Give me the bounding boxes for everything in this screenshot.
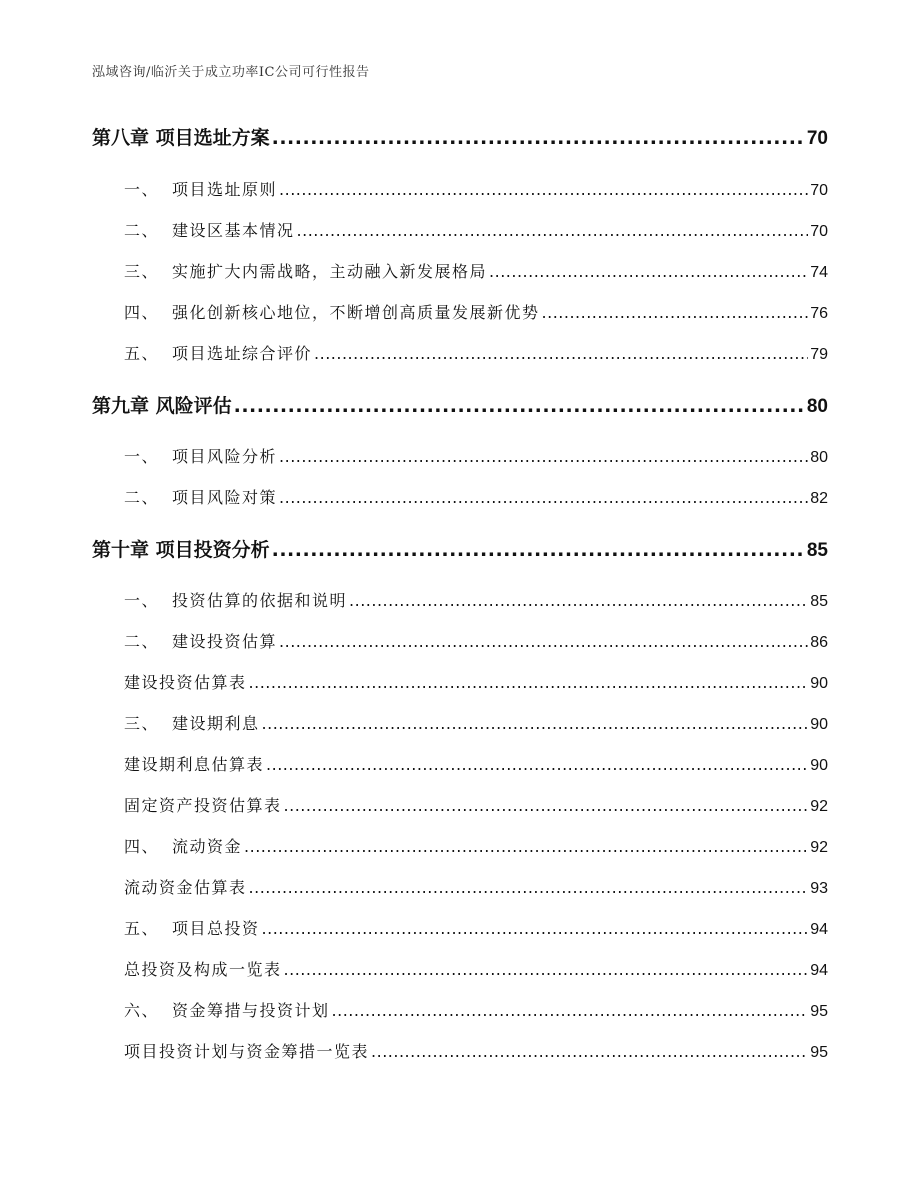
- toc-section-title: 投资估算的依据和说明: [172, 591, 348, 610]
- toc-page-number: 80: [806, 396, 828, 417]
- toc-page-number: 85: [810, 593, 828, 610]
- toc-page-number: 92: [810, 839, 828, 856]
- toc-label: [124, 711, 260, 734]
- toc-section-number: 三、: [124, 262, 160, 281]
- dot-leader: [279, 180, 808, 199]
- toc-section[interactable]: [124, 588, 828, 611]
- toc-section-title: 项目选址综合评价: [172, 344, 313, 363]
- dot-leader: [332, 1001, 809, 1020]
- toc-section[interactable]: [124, 834, 828, 857]
- toc-label: [124, 485, 277, 508]
- toc-section-title: 流动资金: [172, 837, 243, 856]
- toc-page-number: 70: [806, 128, 828, 149]
- toc-label: 总投资及构成一览表: [124, 960, 282, 979]
- dot-leader: [284, 796, 809, 815]
- dot-leader: [249, 878, 809, 897]
- toc-label: [124, 588, 347, 611]
- toc-section-number: 三、: [124, 714, 160, 733]
- dot-leader: [279, 632, 808, 651]
- toc-table-entry[interactable]: [124, 793, 828, 816]
- toc-table-entry[interactable]: [124, 1039, 828, 1062]
- toc-table-entry[interactable]: [124, 752, 828, 775]
- toc-page-number: 74: [810, 264, 828, 281]
- toc-table-entry[interactable]: [124, 670, 828, 693]
- toc-page-number: 86: [810, 634, 828, 651]
- toc-page-number: 92: [810, 798, 828, 815]
- toc-page-number: 95: [810, 1044, 828, 1061]
- toc-label: [124, 916, 260, 939]
- toc-page-number: 93: [810, 880, 828, 897]
- toc-section-number: 一、: [124, 447, 160, 466]
- toc-label: 项目投资计划与资金筹措一览表: [124, 1042, 370, 1061]
- toc-label: [124, 629, 277, 652]
- toc-section-title: 项目风险对策: [172, 488, 278, 507]
- toc-page-number: 82: [810, 490, 828, 507]
- dot-leader: [349, 591, 808, 610]
- toc-section-number: 五、: [124, 344, 160, 363]
- dot-leader: [284, 960, 809, 979]
- dot-leader: [262, 919, 809, 938]
- dot-leader: [279, 447, 808, 466]
- toc-table-entry[interactable]: [124, 957, 828, 980]
- toc-page-number: 76: [810, 305, 828, 322]
- toc-section-number: 一、: [124, 180, 160, 199]
- toc-section-title: 建设期利息: [172, 714, 260, 733]
- toc-chapter-9[interactable]: [92, 391, 828, 418]
- toc-section[interactable]: [124, 341, 828, 364]
- toc-page-number: 85: [806, 540, 828, 561]
- dot-leader: [371, 1042, 808, 1061]
- toc-section[interactable]: [124, 485, 828, 508]
- dot-leader: [279, 488, 808, 507]
- toc-label: [124, 300, 540, 323]
- toc-section[interactable]: [124, 177, 828, 200]
- dot-leader: [262, 714, 809, 733]
- toc-label: [124, 218, 295, 241]
- toc-label: [124, 341, 312, 364]
- dot-leader: [314, 344, 808, 363]
- toc-section-number: 一、: [124, 591, 160, 610]
- toc-label: 固定资产投资估算表: [124, 796, 282, 815]
- toc-page-number: 70: [810, 223, 828, 240]
- dot-leader: [272, 127, 805, 149]
- toc-label: 建设投资估算表: [124, 673, 247, 692]
- toc-section[interactable]: [124, 998, 828, 1021]
- toc-label: [124, 259, 487, 282]
- toc-section[interactable]: [124, 300, 828, 323]
- toc-section-number: 四、: [124, 303, 160, 322]
- toc-section-number: 五、: [124, 919, 160, 938]
- toc-section-title: 项目选址原则: [172, 180, 278, 199]
- toc-page-number: 80: [810, 449, 828, 466]
- toc-section[interactable]: [124, 218, 828, 241]
- toc-label: 建设期利息估算表: [124, 755, 265, 774]
- dot-leader: [297, 221, 809, 240]
- toc-section-title: 资金筹措与投资计划: [172, 1001, 330, 1020]
- toc-section-title: 建设区基本情况: [172, 221, 295, 240]
- toc-section[interactable]: [124, 916, 828, 939]
- toc-page-number: 90: [810, 757, 828, 774]
- toc-label: [124, 834, 242, 857]
- dot-leader: [272, 539, 805, 561]
- toc-chapter-10[interactable]: [92, 535, 828, 562]
- toc-section[interactable]: [124, 259, 828, 282]
- toc-label: 第九章 风险评估: [92, 395, 232, 417]
- toc-label: 流动资金估算表: [124, 878, 247, 897]
- toc-section-number: 四、: [124, 837, 160, 856]
- toc-label: 第八章 项目选址方案: [92, 127, 270, 149]
- toc-label: [124, 444, 277, 467]
- toc-section-title: 项目总投资: [172, 919, 260, 938]
- toc-section[interactable]: [124, 629, 828, 652]
- toc-chapter-8[interactable]: [92, 123, 828, 150]
- dot-leader: [244, 837, 808, 856]
- toc-page-number: 90: [810, 675, 828, 692]
- toc-page-number: 70: [810, 182, 828, 199]
- toc-label: [124, 177, 277, 200]
- toc-label: [124, 998, 330, 1021]
- toc-section-title: 强化创新核心地位，不断增创高质量发展新优势: [172, 303, 540, 322]
- toc-page-number: 79: [810, 346, 828, 363]
- dot-leader: [266, 755, 808, 774]
- toc-page-number: 90: [810, 716, 828, 733]
- dot-leader: [249, 673, 809, 692]
- toc-section-title: 实施扩大内需战略，主动融入新发展格局: [172, 262, 488, 281]
- dot-leader: [489, 262, 808, 281]
- toc-section[interactable]: [124, 711, 828, 734]
- toc-page-number: 95: [810, 1003, 828, 1020]
- toc-section-number: 二、: [124, 488, 160, 507]
- toc-section-number: 二、: [124, 632, 160, 651]
- toc-page-number: 94: [810, 921, 828, 938]
- toc-section[interactable]: [124, 444, 828, 467]
- toc-section-number: 六、: [124, 1001, 160, 1020]
- toc-section-title: 建设投资估算: [172, 632, 278, 651]
- dot-leader: [542, 303, 809, 322]
- toc-label: 第十章 项目投资分析: [92, 539, 270, 561]
- page-header: 泓域咨询/临沂关于成立功率IC公司可行性报告: [92, 65, 370, 80]
- toc-table-entry[interactable]: [124, 875, 828, 898]
- dot-leader: [234, 395, 805, 417]
- toc-section-title: 项目风险分析: [172, 447, 278, 466]
- toc-section-number: 二、: [124, 221, 160, 240]
- toc-page-number: 94: [810, 962, 828, 979]
